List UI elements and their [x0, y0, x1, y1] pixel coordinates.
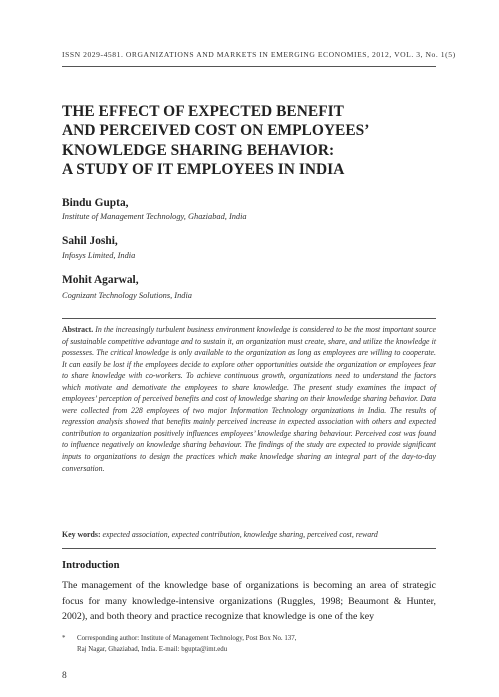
author-name: Sahil Joshi, — [62, 235, 118, 247]
abstract-text: In the increasingly turbulent business environment knowledge is considered to be the most important source of sustainable competitive advantage and to sustain it, an organization must create, share, and utilize the knowledge it possesses. The critical knowledge is only available to the organization as long as employees are willing to cooperate. It can easily be lost if the employees decide to explore other opportunities outside the organization or employees fear to share knowledge with co-workers. To achieve continuous growth, organizations need to understand the factors which motivate and demotivate the employees to share knowledge. The present study examines the impact of employees’ perception of perceived benefits and cost of knowledge sharing on their knowledge sharing behavior. Data were collected from 228 employees of two major Information Technology organizations in India. The results of regression analysis showed that benefits mainly perceived increase in expected association with others and expected contribution to organization positively influences employees’ knowledge sharing behaviour. Perceived cost was found to influence negatively on knowledge sharing behaviour. The findings of the study are expected to provide significant inputs to organizations to design the practices which make knowledge sharing an integral part of the day-to-day conversation. — [62, 325, 436, 473]
title-line: A STUDY OF IT EMPLOYEES IN INDIA — [62, 161, 345, 179]
body-paragraph: The management of the knowledge base of organizations is becoming an area of strategic focus for many knowledge-intensive organizations (Ruggles, 1998; Beaumont & Hunter, 2002), and both theory and practice recognize that knowledge is one of the key — [62, 580, 436, 622]
author-affiliation: Cognizant Technology Solutions, India — [62, 291, 192, 300]
footnote-mark: * — [62, 635, 66, 642]
header-rule — [62, 66, 436, 67]
abstract-top-rule — [62, 318, 436, 319]
footnote-line: Corresponding author: Institute of Management Technology, Post Box No. 137, — [77, 635, 297, 642]
abstract-label: Abstract. — [62, 325, 94, 334]
page-number: 8 — [62, 671, 67, 681]
author-affiliation: Institute of Management Technology, Ghaziabad, India — [62, 212, 247, 221]
footnote-text — [77, 634, 437, 655]
author-name: Bindu Gupta, — [62, 197, 129, 209]
author-affiliation: Infosys Limited, India — [62, 251, 136, 260]
article-title — [62, 102, 442, 180]
keywords-text: expected association, expected contribution, knowledge sharing, perceived cost, reward — [102, 530, 378, 539]
author-name: Mohit Agarwal, — [62, 274, 139, 286]
section-heading: Introduction — [62, 560, 120, 571]
keywords — [62, 529, 436, 540]
running-head: ISSN 2029-4581. ORGANIZATIONS AND MARKETS IN EMERGING ECONOMIES, 2012, VOL. 3, No. 1(5) — [62, 50, 456, 59]
title-line: THE EFFECT OF EXPECTED BENEFIT — [62, 103, 345, 120]
title-line: AND PERCEIVED COST ON EMPLOYEES’ — [62, 122, 370, 140]
abstract — [62, 324, 436, 474]
footnote-line: Raj Nagar, Ghaziabad, India. E-mail: bgupta@imt.edu — [77, 645, 228, 653]
keywords-label: Key words: — [62, 530, 101, 539]
abstract-bottom-rule — [62, 548, 436, 549]
title-line: KNOWLEDGE SHARING BEHAVIOR: — [62, 141, 335, 159]
